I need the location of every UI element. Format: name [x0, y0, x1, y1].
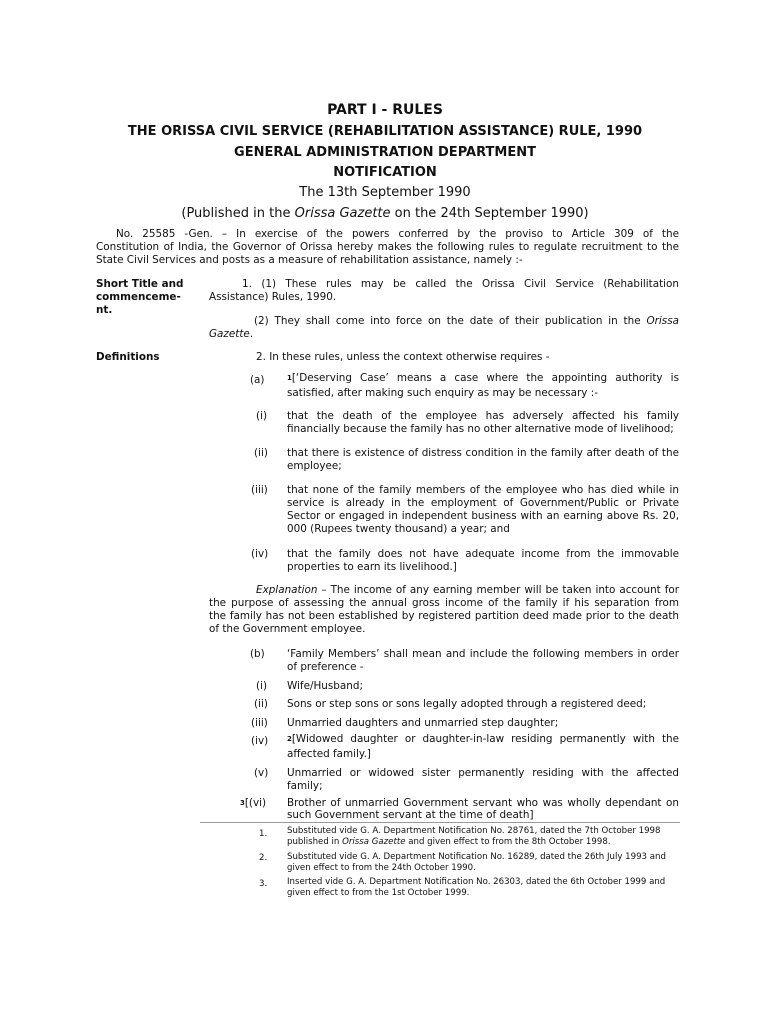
footnote-2-line-1: Substituted vide G. A. Department Notification No. 16289, dated the 26th July 1993 and [287, 852, 666, 862]
def-a-iii-line-3: Sector or engaged in independent business with an earning above Rs. 20, [287, 510, 679, 522]
def-a-iii-line-1: that none of the family members of the employee who has died while in [287, 484, 679, 496]
def-a-text: [‘Deserving Case’ means a case where the appointing authority is [291, 372, 679, 384]
footnote-1-num: 1. [259, 829, 268, 839]
def-a-iv-line-2: properties to earn its livelihood.] [287, 561, 457, 573]
def-b-ii-text: Sons or step sons or sons legally adopted through a registered deed; [287, 698, 647, 710]
published-line [0, 206, 770, 221]
def-b-num: (b) [250, 648, 265, 660]
explanation-line-4: of the Government employee. [209, 623, 366, 635]
footnote-2-num: 2. [259, 853, 268, 863]
def-b-vi-label: [(vi) [244, 797, 267, 809]
def-b-iv-text: [Widowed daughter or daughter-in-law residing permanently with the [291, 733, 679, 745]
definitions-lead: 2. In these rules, unless the context otherwise requires - [256, 351, 550, 363]
def-a-ii-num: (ii) [254, 447, 268, 459]
def-a-i-line-2: financially because the family has no other alternative mode of livelihood; [287, 423, 674, 435]
def-b-i-text: Wife/Husband; [287, 680, 363, 692]
rule-1-1-line-2: Assistance) Rules, 1990. [209, 291, 337, 303]
definitions-label: Definitions [96, 351, 160, 363]
footnote-ref-3: 3 [240, 799, 245, 807]
notification-date: The 13th September 1990 [299, 185, 471, 200]
def-a-num: (a) [250, 374, 265, 386]
explanation-line-2: the purpose of assessing the annual gross income of the family if his separation from [209, 597, 679, 609]
footnote-2-line-2: given effect to from the 24th October 1990. [287, 863, 476, 873]
published-gazette: Orissa Gazette [294, 206, 391, 221]
def-a-i-line-1: that the death of the employee has adversely affected his family [287, 410, 679, 422]
rule-1-2-line-2 [209, 328, 253, 341]
def-a-iv-line-1: that the family does not have adequate income from the immovable [287, 548, 679, 560]
def-a-ii-line-2: employee; [287, 460, 342, 472]
def-b-v-num: (v) [254, 767, 269, 779]
footnote-1-gazette: Orissa Gazette [342, 837, 406, 847]
footnote-1-pre: published in [287, 837, 343, 847]
def-b-vi-num [240, 797, 266, 810]
def-a-i-num: (i) [256, 410, 267, 422]
footnote-1-post: and given effect to from the 8th October 1998. [405, 837, 611, 847]
footnote-ref-2: 2 [287, 735, 292, 743]
notification-heading: NOTIFICATION [333, 165, 437, 180]
def-a-iii-num: (iii) [251, 484, 268, 496]
intro-line-2: Constitution of India, the Governor of Orissa hereby makes the following rules to regulate recruitment to the [96, 241, 679, 253]
def-b-vi-line-1: Brother of unmarried Government servant who was wholly dependant on [287, 797, 679, 809]
footnote-3-num: 3. [259, 879, 268, 889]
published-pre: (Published in the [181, 206, 295, 221]
rule-1-1-line-1: 1. (1) These rules may be called the Orissa Civil Service (Rehabilitation [242, 278, 679, 290]
def-a-ii-line-1: that there is existence of distress condition in the family after death of the [287, 447, 679, 459]
footnote-1-line-1: Substituted vide G. A. Department Notification No. 28761, dated the 7th October 1998 [287, 826, 661, 836]
explanation-label: Explanation [256, 584, 318, 596]
footnote-1-line-2 [287, 837, 611, 848]
footnote-3-line-2: given effect to from the 1st October 1999. [287, 888, 470, 898]
short-title-label-1: Short Title and [96, 278, 184, 290]
def-a-line-2: satisfied, after making such enquiry as may be necessary :- [287, 387, 598, 399]
rule-title: THE ORISSA CIVIL SERVICE (REHABILITATION ASSISTANCE) RULE, 1990 [127, 124, 643, 139]
intro-line-3: State Civil Services and posts as a measure of rehabilitation assistance, namely :- [96, 254, 523, 266]
footnote-ref-1: 1 [287, 374, 292, 382]
def-a-iii-line-2: service is already in the employment of Government/Public or Private [287, 497, 679, 509]
rule-1-2-text: (2) They shall come into force on the date of their publication in the [254, 315, 647, 327]
explanation-text: – The income of any earning member will be taken into account for [317, 584, 679, 596]
def-b-iii-num: (iii) [251, 717, 268, 729]
def-a-line-1 [287, 372, 679, 385]
footnote-3-line-1: Inserted vide G. A. Department Notification No. 26303, dated the 6th October 1999 and [287, 877, 666, 887]
explanation-line-3: the family has not been established by registered partition deed made prior to the death [209, 610, 679, 622]
def-b-iv-line-1 [287, 733, 679, 746]
rule-1-2-line-1 [254, 315, 679, 328]
short-title-label-3: nt. [96, 304, 113, 316]
def-a-iii-line-4: 000 (Rupees twenty thousand) a year; and [287, 523, 510, 535]
def-b-iv-num: (iv) [251, 735, 269, 747]
footnote-separator [200, 822, 680, 823]
explanation-line-1 [256, 584, 679, 597]
department-heading: GENERAL ADMINISTRATION DEPARTMENT [234, 145, 536, 160]
def-a-iv-num: (iv) [251, 548, 269, 560]
rule-1-2-orissa: Orissa [646, 315, 679, 327]
def-b-vi-line-2: such Government servant at the time of death] [287, 809, 534, 821]
def-b-v-line-2: family; [287, 780, 323, 792]
def-b-i-num: (i) [256, 680, 267, 692]
def-b-ii-num: (ii) [254, 698, 268, 710]
def-b-iii-text: Unmarried daughters and unmarried step daughter; [287, 717, 559, 729]
intro-line-1: No. 25585 -Gen. – In exercise of the powers conferred by the proviso to Article 309 of the [116, 228, 679, 240]
def-b-line-1: ‘Family Members’ shall mean and include the following members in order [287, 648, 679, 660]
rule-1-2-period: . [249, 328, 254, 340]
def-b-iv-line-2: affected family.] [287, 748, 371, 760]
def-b-line-2: of preference - [287, 661, 364, 673]
short-title-label-2: commenceme- [96, 291, 181, 303]
rule-1-2-gazette: Gazette [209, 328, 250, 340]
part-title: PART I - RULES [327, 102, 443, 118]
published-post: on the 24th September 1990) [390, 206, 589, 221]
def-b-v-line-1: Unmarried or widowed sister permanently residing with the affected [287, 767, 679, 779]
